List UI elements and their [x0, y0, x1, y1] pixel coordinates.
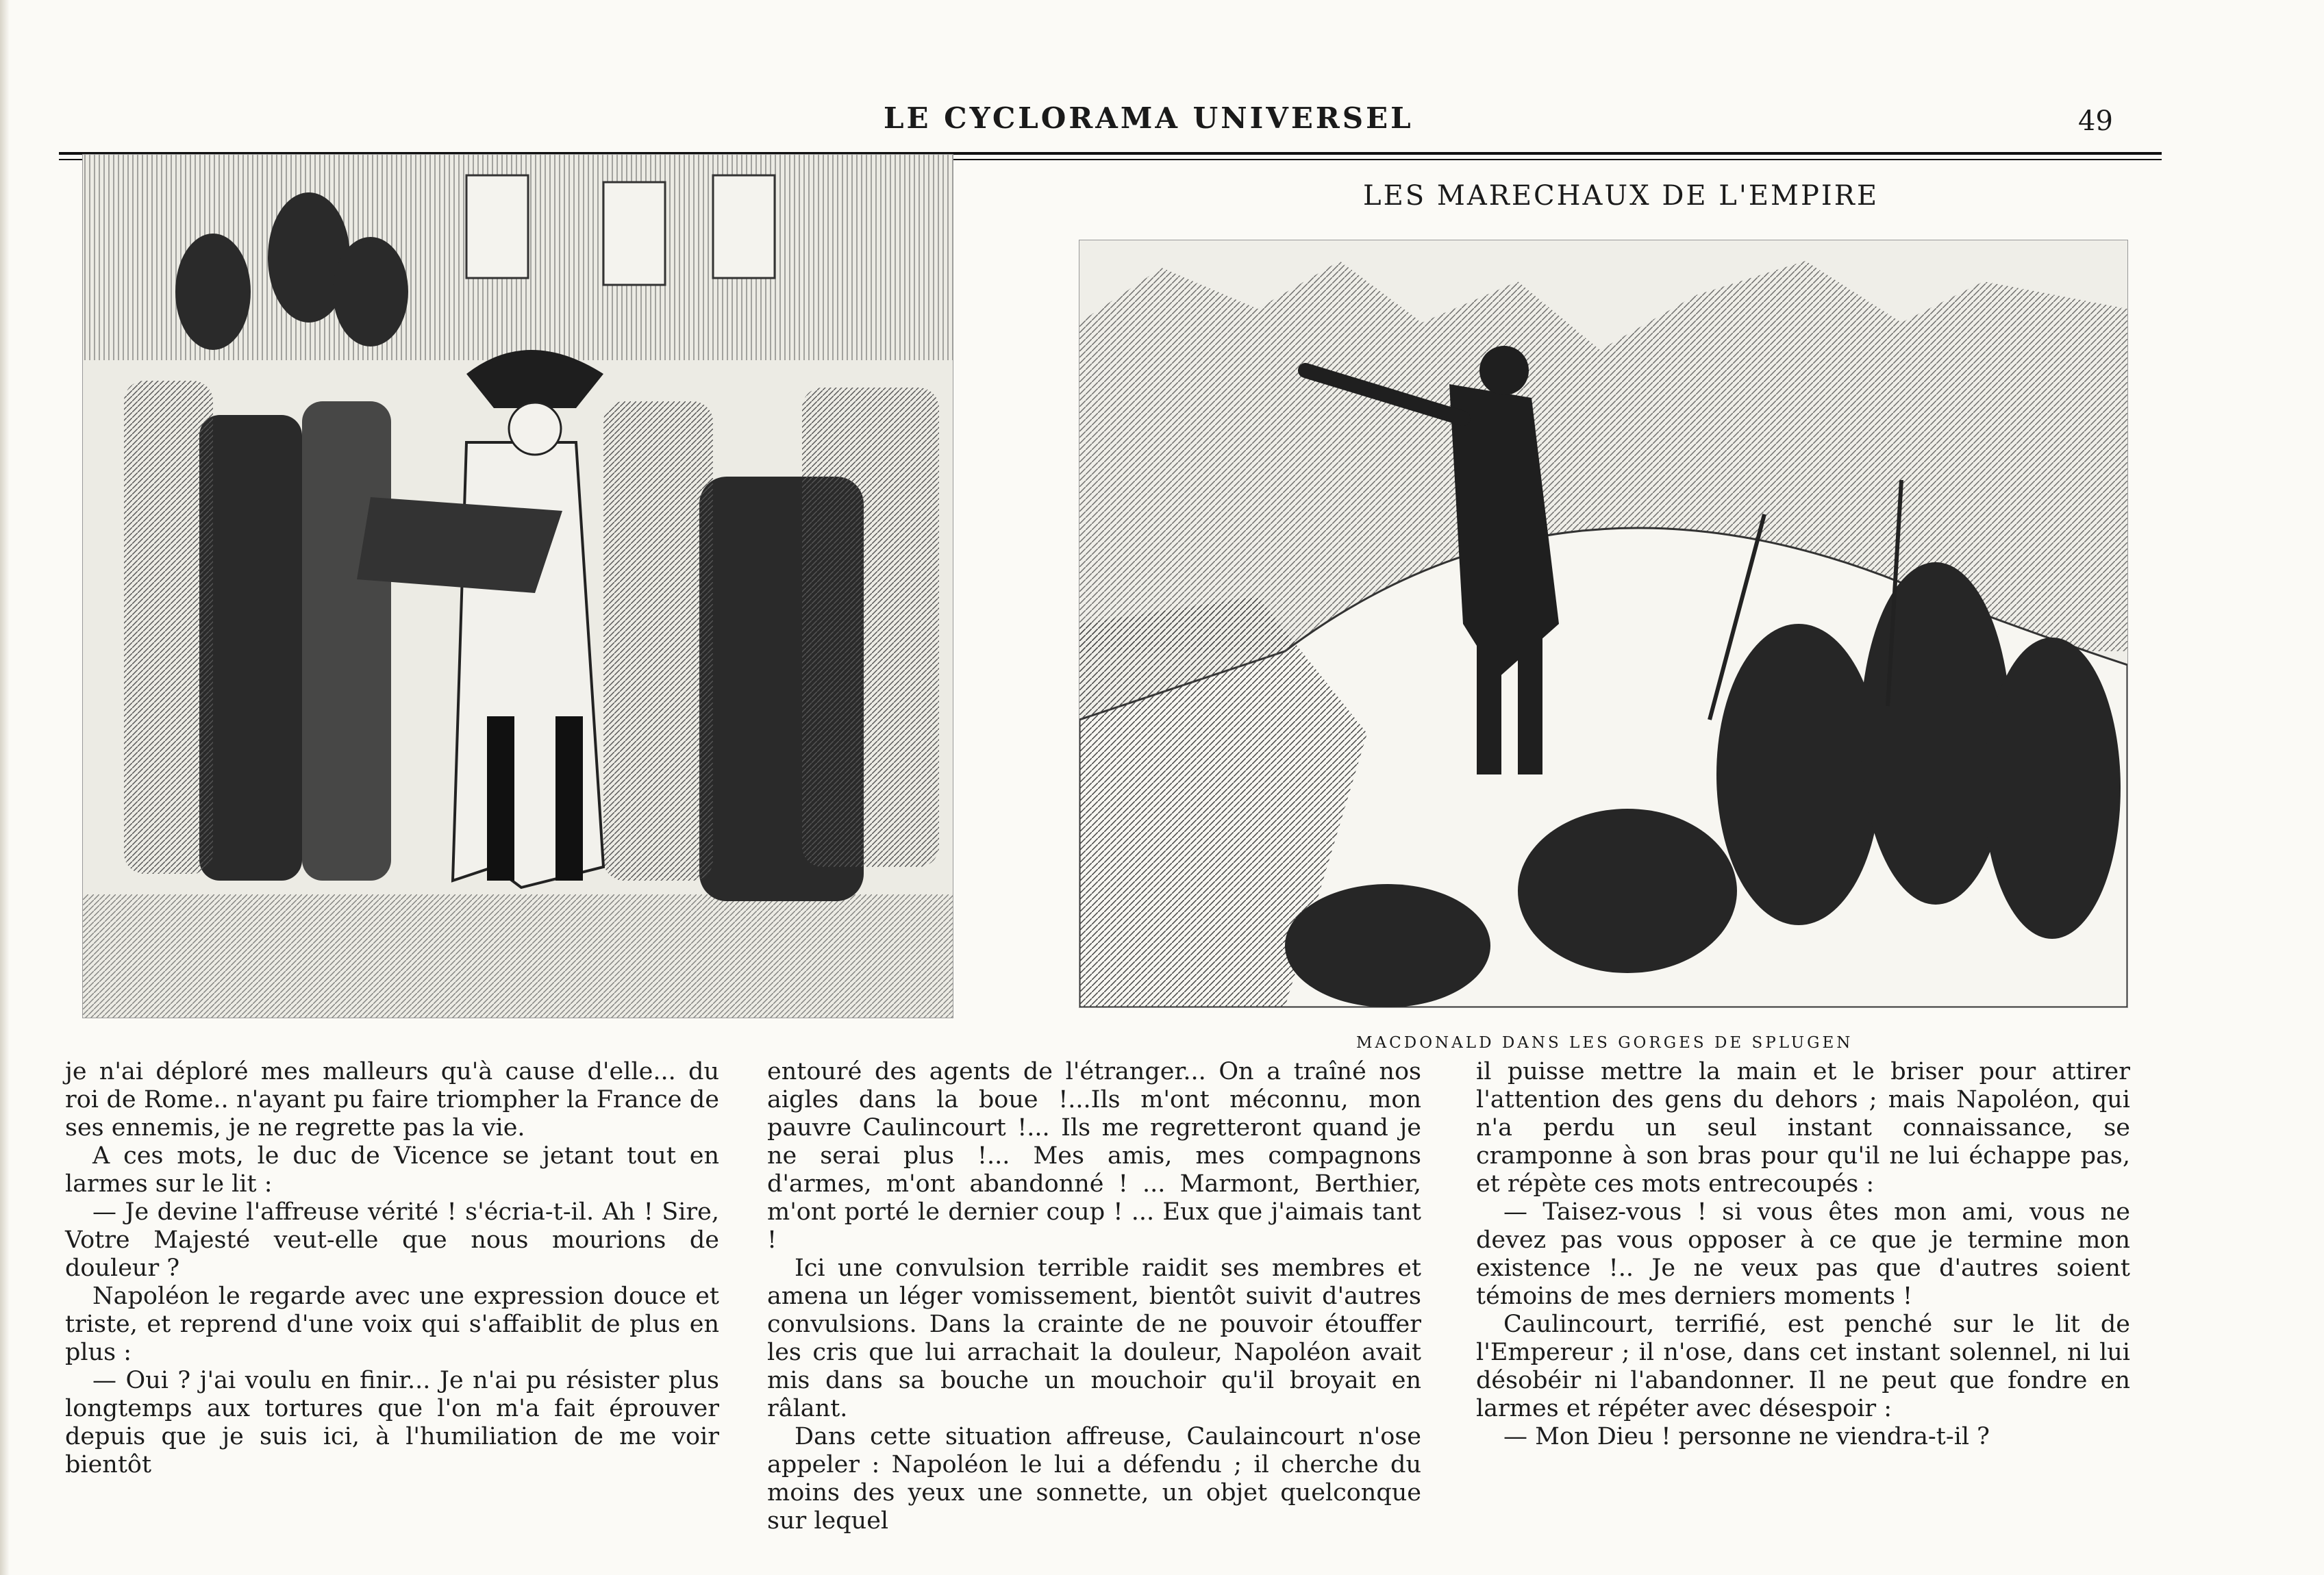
paragraph: — Oui ? j'ai voulu en finir... Je n'ai pu résister plus longtemps aux tortures que l'on m'a fait éprouver depuis que je suis ici, à l'humiliation de me voir bientôt	[65, 1367, 719, 1478]
paragraph: — Taisez-vous ! si vous êtes mon ami, vous ne devez pas vous opposer à ce que je termine mon existence !.. Je ne veux pas que d'autres soient témoins de mes derniers moments !	[1476, 1198, 2130, 1310]
paragraph: — Mon Dieu ! personne ne viendra-t-il ?	[1503, 1423, 1990, 1450]
engraving-napoleon-farewell	[82, 154, 953, 1018]
figure-section-title: LES MARECHAUX DE L'EMPIRE	[1363, 180, 1879, 212]
paragraph: — Je devine l'affreuse vérité ! s'écria-t-il. Ah ! Sire, Votre Majesté veut-elle que nous mourions de douleur ?	[65, 1198, 719, 1282]
running-head: LE CYCLORAMA UNIVERSEL	[884, 101, 1414, 135]
figure-caption: MACDONALD DANS LES GORGES DE SPLUGEN	[1356, 1034, 1853, 1052]
text-column-middle	[767, 1058, 1421, 1535]
paragraph: je n'ai déploré mes malleurs qu'à cause d'elle... du roi de Rome.. n'ayant pu faire triompher la France de ses ennemis, je ne regrette pas la vie.	[65, 1058, 719, 1142]
paragraph: Napoléon le regarde avec une expression douce et triste, et reprend d'une voix qui s'affaiblit de plus en plus :	[65, 1283, 719, 1366]
paragraph: entouré des agents de l'étranger... On a traîné nos aigles dans la boue !...Ils m'ont méconnu, mon pauvre Caulincourt !... Ils me regretteront quand je ne serai plus !... Mes amis, mes compagnons d'armes, m'ont abandonné ! ... Marmont, Berthier, m'ont porté le dernier coup ! ... Eux que j'aimais tant !	[767, 1058, 1421, 1254]
paragraph: il puisse mettre la main et le briser pour attirer l'attention des gens du dehors ; mais Napoléon, qui n'a perdu un seul instant connaissance, se cramponne à son bras pour qu'il ne lui échappe pas, et répète ces mots entrecoupés :	[1476, 1058, 2130, 1198]
paragraph: Ici une convulsion terrible raidit ses membres et amena un léger vomissement, bientôt suivit d'autres convulsions. Dans la crainte de ne pouvoir étouffer les cris que lui arrachait la douleur, Napoléon avait mis dans sa bouche un mouchoir qu'il broyait en râlant.	[767, 1255, 1421, 1422]
engraving-macdonald-splugen-art	[1079, 240, 2127, 1007]
engraving-macdonald-splugen	[1079, 240, 2128, 1008]
text-column-right	[1476, 1058, 2130, 1451]
page-number: 49	[2078, 105, 2113, 137]
text-column-left	[65, 1058, 719, 1479]
paragraph: A ces mots, le duc de Vicence se jetant tout en larmes sur le lit :	[65, 1142, 719, 1198]
paragraph: Caulincourt, terrifié, est penché sur le lit de l'Empereur ; il n'ose, dans cet instant solennel, ni lui désobéir ni l'abandonner. Il ne peut que fondre en larmes et répéter avec désespoir :	[1476, 1311, 2130, 1422]
paragraph: Dans cette situation affreuse, Caulaincourt n'ose appeler : Napoléon le lui a défendu ; il cherche du moins des yeux une sonnette, un objet quelconque sur lequel	[767, 1423, 1421, 1535]
engraving-napoleon-farewell-art	[83, 155, 953, 1018]
page-edge-shadow	[0, 0, 10, 1575]
